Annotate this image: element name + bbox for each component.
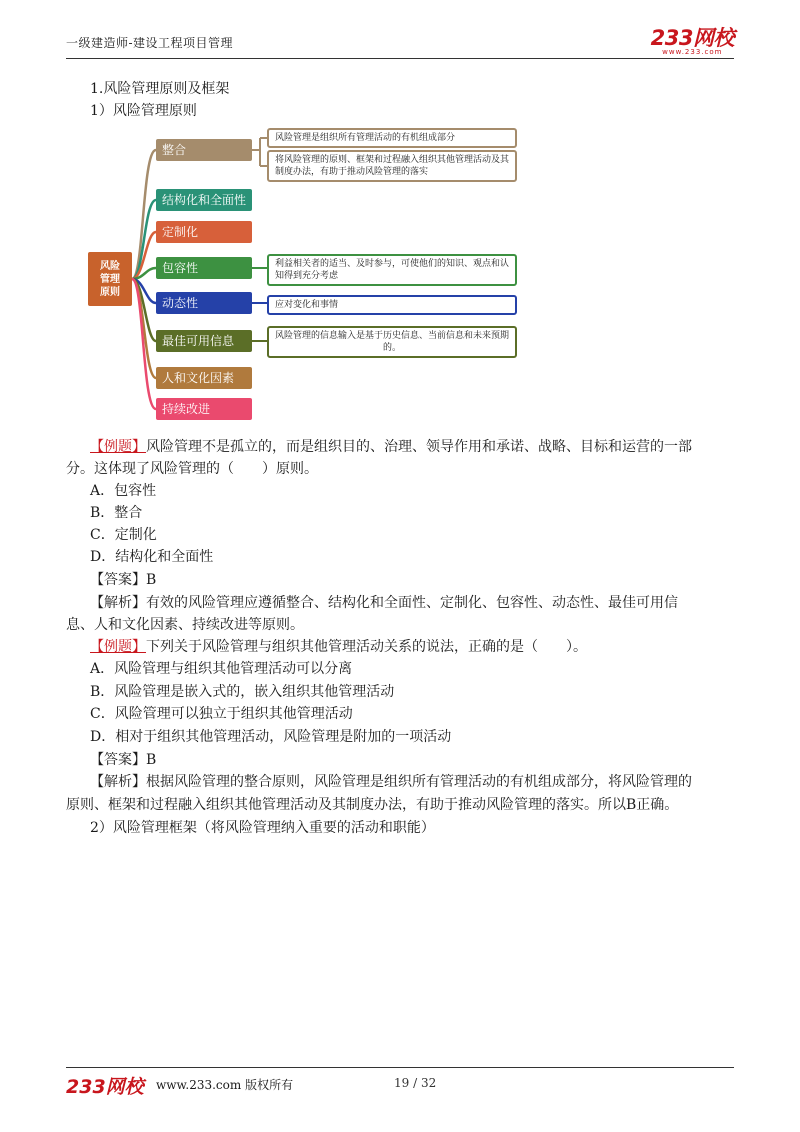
q1-stem-line1: 【例题】风险管理不是孤立的，而是组织目的、治理、领导作用和承诺、战略、目标和运营的一部: [90, 439, 692, 455]
q1-analysis-line2: 息、人和文化因素、持续改进等原则。: [66, 617, 304, 633]
q1-option-c: C．定制化: [90, 527, 157, 543]
q2-option-d: D．相对于组织其他管理活动，风险管理是附加的一项活动: [90, 729, 452, 745]
branch-inclusive: 包容性: [156, 257, 252, 279]
branch-integration: 整合: [156, 139, 252, 161]
footer-divider: [66, 1067, 734, 1068]
logo-url: www.233.com: [662, 48, 723, 56]
desc-dynamic: 应对变化和事情: [267, 295, 517, 315]
header-logo: [651, 22, 734, 56]
q2-option-c: C．风险管理可以独立于组织其他管理活动: [90, 706, 353, 722]
q1-option-d: D．结构化和全面性: [90, 549, 214, 565]
desc-inclusive: 利益相关者的适当、及时参与，可使他们的知识、观点和认知得到充分考虑: [267, 254, 517, 286]
q2-tag: 【例题】: [90, 639, 146, 655]
branch-structured: 结构化和全面性: [156, 189, 252, 211]
branch-best-info: 最佳可用信息: [156, 330, 252, 352]
q1-option-a: A．包容性: [90, 483, 157, 499]
q2-option-a: A．风险管理与组织其他管理活动可以分离: [90, 661, 353, 677]
q2-analysis-line2: 原则、框架和过程融入组织其他管理活动及其制度办法，有助于推动风险管理的落实。所以B正确。: [66, 797, 679, 813]
q1-option-b: B．整合: [90, 505, 143, 521]
q1-tag: 【例题】: [90, 439, 146, 455]
mindmap-center: 风险 管理 原则: [88, 252, 132, 306]
q2-option-b: B．风险管理是嵌入式的，嵌入组织其他管理活动: [90, 684, 395, 700]
q1-stem-line2: 分。这体现了风险管理的（ ）原则。: [66, 461, 318, 477]
logo-text: 233网校: [650, 26, 734, 50]
mindmap-diagram: [80, 122, 530, 424]
subsection-heading: 1）风险管理原则: [90, 103, 197, 119]
desc-integration-1: 风险管理是组织所有管理活动的有机组成部分: [267, 128, 517, 148]
q1-analysis-line1: 【解析】有效的风险管理应遵循整合、结构化和全面性、定制化、包容性、动态性、最佳可用信: [90, 595, 678, 611]
q2-answer: 【答案】B: [90, 752, 157, 768]
section-heading: 1.风险管理原则及框架: [90, 81, 230, 97]
branch-dynamic: 动态性: [156, 292, 252, 314]
branch-human-culture: 人和文化因素: [156, 367, 252, 389]
desc-integration-2: 将风险管理的原则、框架和过程融入组织其他管理活动及其制度办法，有助于推动风险管理的落实: [267, 150, 517, 182]
page-number: 19 / 32: [394, 1076, 437, 1090]
page-header: [66, 26, 734, 59]
q2-stem: 【例题】下列关于风险管理与组织其他管理活动关系的说法，正确的是（ ）。: [90, 639, 587, 655]
desc-best-info: 风险管理的信息输入是基于历史信息、当前信息和未来预期的。: [267, 326, 517, 358]
branch-improvement: 持续改进: [156, 398, 252, 420]
footer-copyright: www.233.com 版权所有: [156, 1078, 294, 1092]
branch-customized: 定制化: [156, 221, 252, 243]
q1-answer: 【答案】B: [90, 572, 157, 588]
footer-logo: 233网校: [66, 1076, 144, 1098]
header-title: 一级建造师-建设工程项目管理: [66, 36, 234, 50]
subsection-heading-2: 2）风险管理框架（将风险管理纳入重要的活动和职能）: [90, 820, 435, 836]
q2-analysis-line1: 【解析】根据风险管理的整合原则，风险管理是组织所有管理活动的有机组成部分，将风险管理的: [90, 774, 692, 790]
